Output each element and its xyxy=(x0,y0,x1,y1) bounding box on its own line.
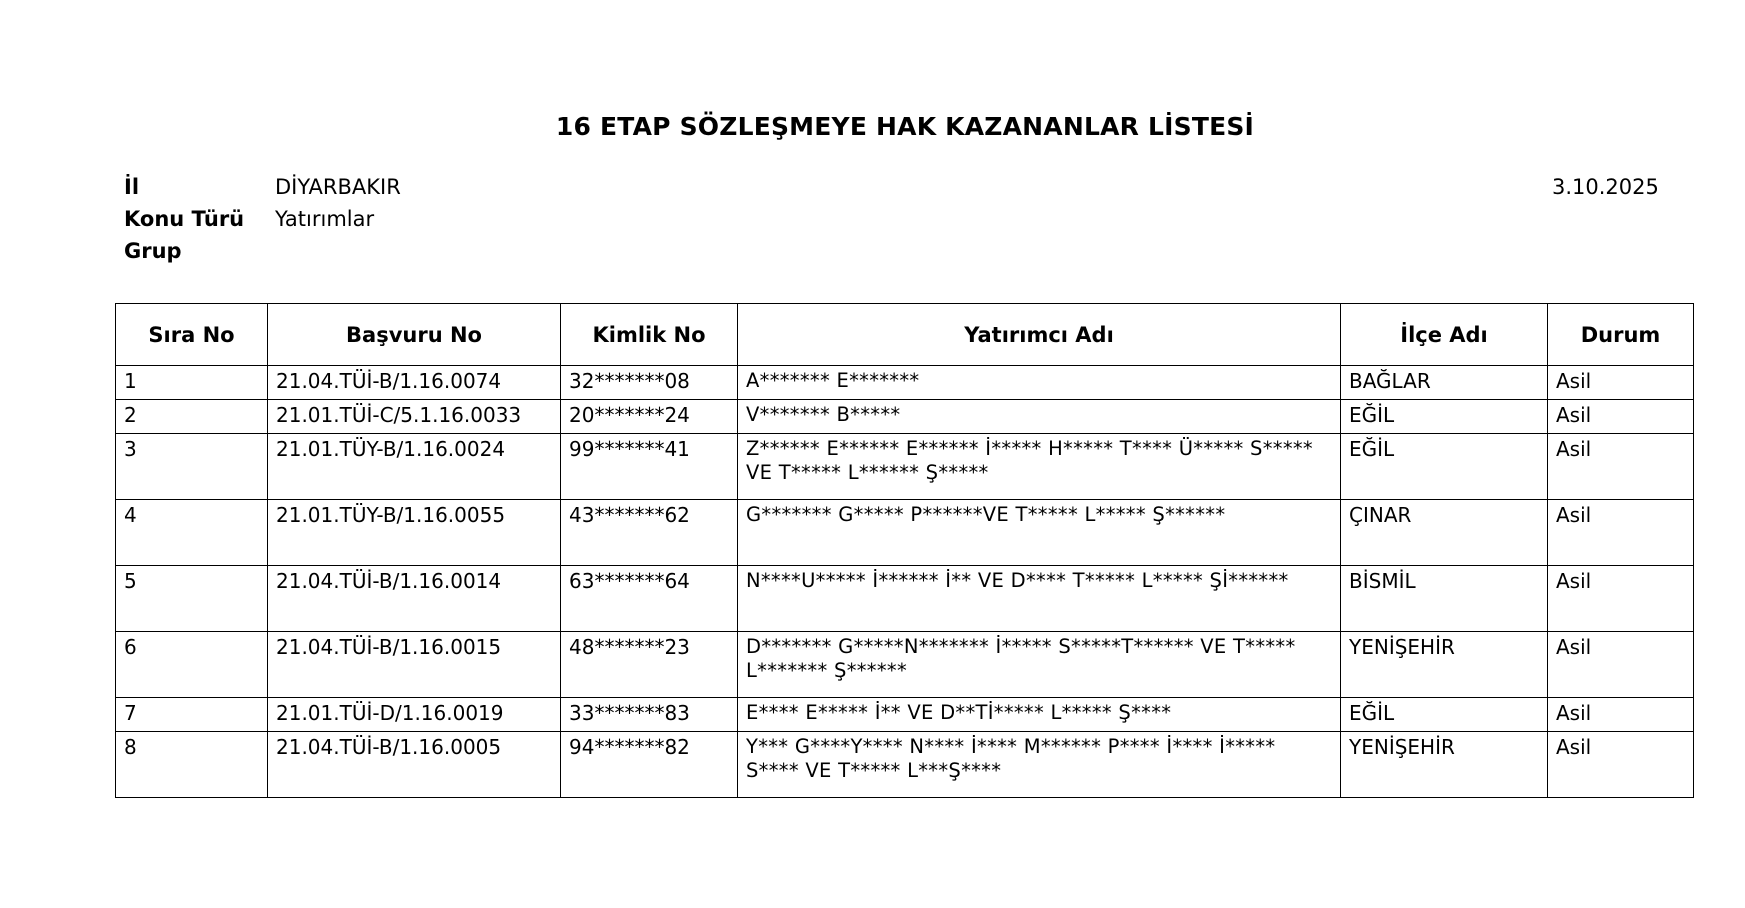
cell-durum: Asil xyxy=(1548,500,1694,566)
cell-basvuru: 21.01.TÜY-B/1.16.0055 xyxy=(268,500,561,566)
cell-ad: G******* G***** P******VE T***** L***** Ş****** xyxy=(738,500,1341,566)
table-header-row xyxy=(116,304,1694,366)
cell-basvuru: 21.01.TÜİ-D/1.16.0019 xyxy=(268,698,561,732)
meta-value-il: DİYARBAKIR xyxy=(275,175,401,199)
cell-durum: Asil xyxy=(1548,566,1694,632)
cell-kimlik: 99*******41 xyxy=(561,434,738,500)
cell-basvuru: 21.04.TÜİ-B/1.16.0015 xyxy=(268,632,561,698)
cell-kimlik: 33*******83 xyxy=(561,698,738,732)
header-yatirimci-adi: Yatırımcı Adı xyxy=(738,304,1341,366)
meta-value-konu-turu: Yatırımlar xyxy=(275,207,375,231)
table-row xyxy=(116,500,1694,566)
cell-kimlik: 94*******82 xyxy=(561,732,738,798)
table-row xyxy=(116,400,1694,434)
document-meta xyxy=(124,171,401,267)
cell-sira: 2 xyxy=(116,400,268,434)
cell-durum: Asil xyxy=(1548,434,1694,500)
cell-ilce: BİSMİL xyxy=(1341,566,1548,632)
cell-ad: V******* B***** xyxy=(738,400,1341,434)
cell-ilce: BAĞLAR xyxy=(1341,366,1548,400)
header-basvuru-no: Başvuru No xyxy=(268,304,561,366)
cell-ad: N****U***** İ****** İ** VE D**** T***** L***** Şİ****** xyxy=(738,566,1341,632)
cell-sira: 3 xyxy=(116,434,268,500)
meta-row-grup xyxy=(124,235,401,267)
header-ilce-adi: İlçe Adı xyxy=(1341,304,1548,366)
cell-basvuru: 21.04.TÜİ-B/1.16.0005 xyxy=(268,732,561,798)
meta-row-il xyxy=(124,171,401,203)
table-row xyxy=(116,732,1694,798)
cell-basvuru: 21.01.TÜİ-C/5.1.16.0033 xyxy=(268,400,561,434)
results-table xyxy=(115,303,1694,798)
cell-ad: Z****** E****** E****** İ***** H***** T**** Ü***** S***** VE T***** L****** Ş***** xyxy=(738,434,1341,500)
cell-ilce: YENİŞEHİR xyxy=(1341,732,1548,798)
cell-sira: 7 xyxy=(116,698,268,732)
cell-sira: 5 xyxy=(116,566,268,632)
meta-row-konu-turu xyxy=(124,203,401,235)
cell-kimlik: 43*******62 xyxy=(561,500,738,566)
cell-ad: D******* G*****N******* İ***** S*****T****** VE T***** L******* Ş****** xyxy=(738,632,1341,698)
cell-durum: Asil xyxy=(1548,698,1694,732)
cell-durum: Asil xyxy=(1548,366,1694,400)
table-row xyxy=(116,566,1694,632)
cell-sira: 6 xyxy=(116,632,268,698)
cell-basvuru: 21.04.TÜİ-B/1.16.0074 xyxy=(268,366,561,400)
table-row xyxy=(116,366,1694,400)
cell-sira: 4 xyxy=(116,500,268,566)
header-sira-no: Sıra No xyxy=(116,304,268,366)
cell-basvuru: 21.01.TÜY-B/1.16.0024 xyxy=(268,434,561,500)
cell-kimlik: 48*******23 xyxy=(561,632,738,698)
header-kimlik-no: Kimlik No xyxy=(561,304,738,366)
cell-basvuru: 21.04.TÜİ-B/1.16.0014 xyxy=(268,566,561,632)
meta-label-il: İl xyxy=(124,175,140,199)
cell-durum: Asil xyxy=(1548,632,1694,698)
cell-durum: Asil xyxy=(1548,400,1694,434)
table-row xyxy=(116,632,1694,698)
cell-ad: E**** E***** İ** VE D**Tİ***** L***** Ş**** xyxy=(738,698,1341,732)
cell-ilce: ÇINAR xyxy=(1341,500,1548,566)
table-row xyxy=(116,698,1694,732)
cell-ilce: EĞİL xyxy=(1341,400,1548,434)
cell-sira: 8 xyxy=(116,732,268,798)
table-row xyxy=(116,434,1694,500)
meta-label-grup: Grup xyxy=(124,239,182,263)
cell-ad: A******* E******* xyxy=(738,366,1341,400)
cell-kimlik: 63*******64 xyxy=(561,566,738,632)
cell-ilce: YENİŞEHİR xyxy=(1341,632,1548,698)
cell-ilce: EĞİL xyxy=(1341,434,1548,500)
document-date: 3.10.2025 xyxy=(1552,175,1659,199)
header-durum: Durum xyxy=(1548,304,1694,366)
meta-label-konu-turu: Konu Türü xyxy=(124,207,245,231)
page-title: 16 ETAP SÖZLEŞMEYE HAK KAZANANLAR LİSTESİ xyxy=(555,112,1255,141)
cell-durum: Asil xyxy=(1548,732,1694,798)
cell-sira: 1 xyxy=(116,366,268,400)
cell-ilce: EĞİL xyxy=(1341,698,1548,732)
cell-ad: Y*** G****Y**** N**** İ**** M****** P**** İ**** İ***** S**** VE T***** L***Ş**** xyxy=(738,732,1341,798)
cell-kimlik: 20*******24 xyxy=(561,400,738,434)
cell-kimlik: 32*******08 xyxy=(561,366,738,400)
